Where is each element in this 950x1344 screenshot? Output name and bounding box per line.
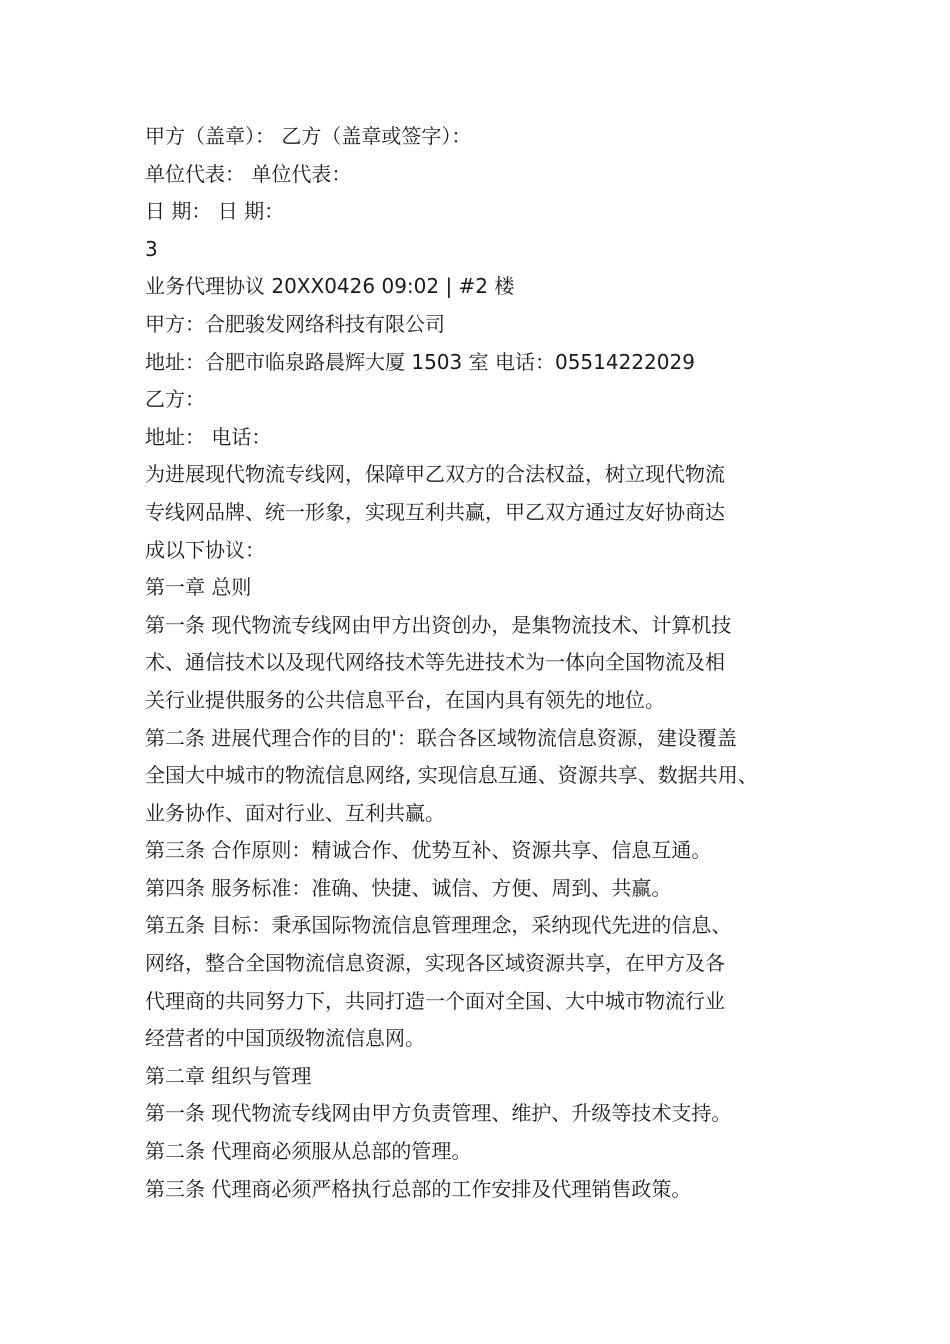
- chapter-1-article-4: 第四条 服务标准：准确、快捷、诚信、方便、周到、共赢。: [145, 875, 672, 900]
- party-b-address-line: 地址： 电话：: [145, 424, 272, 449]
- post-header: 业务代理协议 20XX0426 09:02 | #2 楼: [145, 274, 515, 299]
- article-line: 关行业提供服务的公共信息平台，在国内具有领先的地位。: [145, 687, 665, 712]
- chapter-1-article-2: [145, 720, 825, 833]
- party-b-line: 乙方：: [145, 387, 205, 412]
- intro-line: 成以下协议：: [145, 537, 265, 562]
- chapter-1-article-1: [145, 607, 825, 720]
- chapter-1-article-3: 第三条 合作原则：精诚合作、优势互补、资源共享、信息互通。: [145, 838, 712, 863]
- signature-party-line: 甲方（盖章）： 乙方（盖章或签字）：: [145, 124, 472, 148]
- date-line: 日 期： 日 期：: [145, 199, 285, 224]
- chapter-2-article-1: 第一条 现代物流专线网由甲方负责管理、维护、升级等技术支持。: [145, 1101, 732, 1126]
- party-a-address-line: 地址：合肥市临泉路晨辉大厦 1503 室 电话：05514222029: [145, 349, 695, 374]
- intro-line: 为进展现代物流专线网，保障甲乙双方的合法权益，树立现代物流: [145, 462, 725, 487]
- chapter-2-article-3: 第三条 代理商必须严格执行总部的工作安排及代理销售政策。: [145, 1176, 692, 1201]
- article-line: 经营者的中国顶级物流信息网。: [145, 1026, 425, 1051]
- intro-line: 专线网品牌、统一形象，实现互利共赢，甲乙双方通过友好协商达: [145, 499, 725, 524]
- chapter-1-article-5: [145, 907, 825, 1057]
- chapter-2-article-2: 第二条 代理商必须服从总部的管理。: [145, 1139, 472, 1164]
- document-body: [145, 118, 825, 1208]
- article-line: 业务协作、面对行业、互利共赢。: [145, 800, 445, 825]
- article-line: 第五条 目标：秉承国际物流信息管理理念，采纳现代先进的信息、: [145, 913, 732, 938]
- article-line: 网络，整合全国物流信息资源，实现各区域资源共享，在甲方及各: [145, 951, 725, 976]
- article-line: 代理商的共同努力下，共同打造一个面对全国、大中城市物流行业: [145, 988, 725, 1013]
- party-a-line: 甲方：合肥骏发网络科技有限公司: [145, 311, 445, 336]
- article-line: 全国大中城市的物流信息网络, 实现信息互通、资源共享、数据共用、: [145, 763, 758, 788]
- page-number: 3: [145, 236, 158, 261]
- chapter-1-heading: 第一章 总则: [145, 575, 252, 600]
- article-line: 术、通信技术以及现代网络技术等先进技术为一体向全国物流及相: [145, 650, 725, 675]
- representative-line: 单位代表： 单位代表：: [145, 161, 352, 186]
- intro-paragraph: [145, 456, 825, 569]
- article-line: 第二条 进展代理合作的目的'：联合各区域物流信息资源，建设覆盖: [145, 725, 737, 750]
- chapter-2-heading: 第二章 组织与管理: [145, 1063, 312, 1088]
- article-line: 第一条 现代物流专线网由甲方出资创办，是集物流技术、计算机技: [145, 612, 732, 637]
